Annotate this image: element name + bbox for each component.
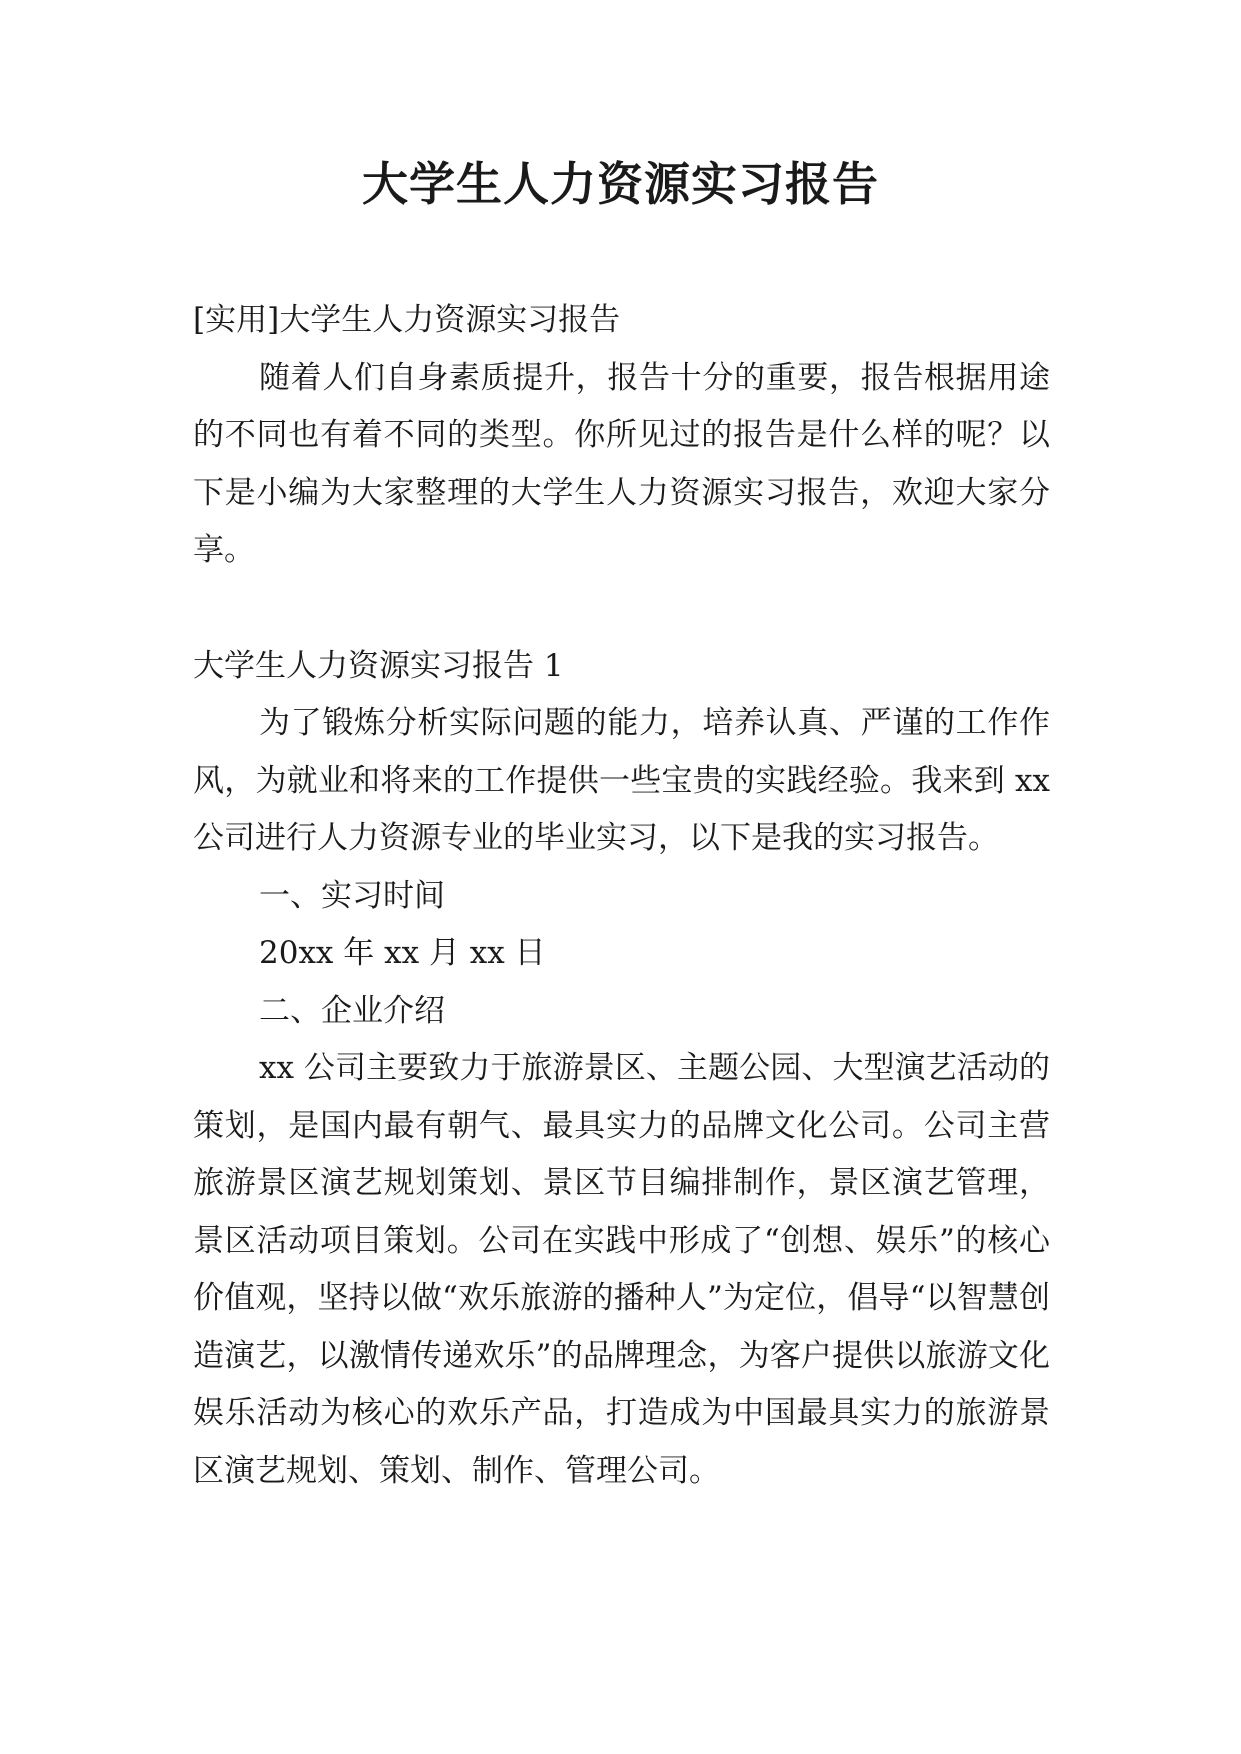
- body-paragraph-2: xx 公司主要致力于旅游景区、主题公园、大型演艺活动的策划，是国内最有朝气、最具实力的品牌文化公司。公司主营旅游景区演艺规划策划、景区节目编排制作，景区演艺管理，景区活动项目策划。公司在实践中形成了“创想、娱乐”的核心价值观，坚持以做“欢乐旅游的播种人”为定位，倡导“以智慧创造演艺，以激情传递欢乐”的品牌理念，为客户提供以旅游文化娱乐活动为核心的欢乐产品，打造成为中国最具实力的旅游景区演艺规划、策划、制作、管理公司。: [193, 1050, 1050, 1489]
- document-body: [193, 292, 1050, 1500]
- heading-company-intro: 二、企业介绍: [259, 992, 445, 1029]
- document-title: 大学生人力资源实习报告: [362, 157, 879, 211]
- heading-internship-time: 一、实习时间: [259, 877, 445, 914]
- document-subtitle: [实用]大学生人力资源实习报告: [193, 302, 621, 338]
- body-paragraph-1: 为了锻炼分析实际问题的能力，培养认真、严谨的工作作风，为就业和将来的工作提供一些宝贵的实践经验。我来到 xx 公司进行人力资源专业的毕业实习，以下是我的实习报告。: [193, 705, 1050, 856]
- intro-paragraph: 随着人们自身素质提升，报告十分的重要，报告根据用途的不同也有着不同的类型。你所见过的报告是什么样的呢？以下是小编为大家整理的大学生人力资源实习报告，欢迎大家分享。: [193, 359, 1050, 568]
- section-heading: 大学生人力资源实习报告 1: [193, 647, 564, 684]
- internship-date: 20xx 年 xx 月 xx 日: [259, 935, 546, 971]
